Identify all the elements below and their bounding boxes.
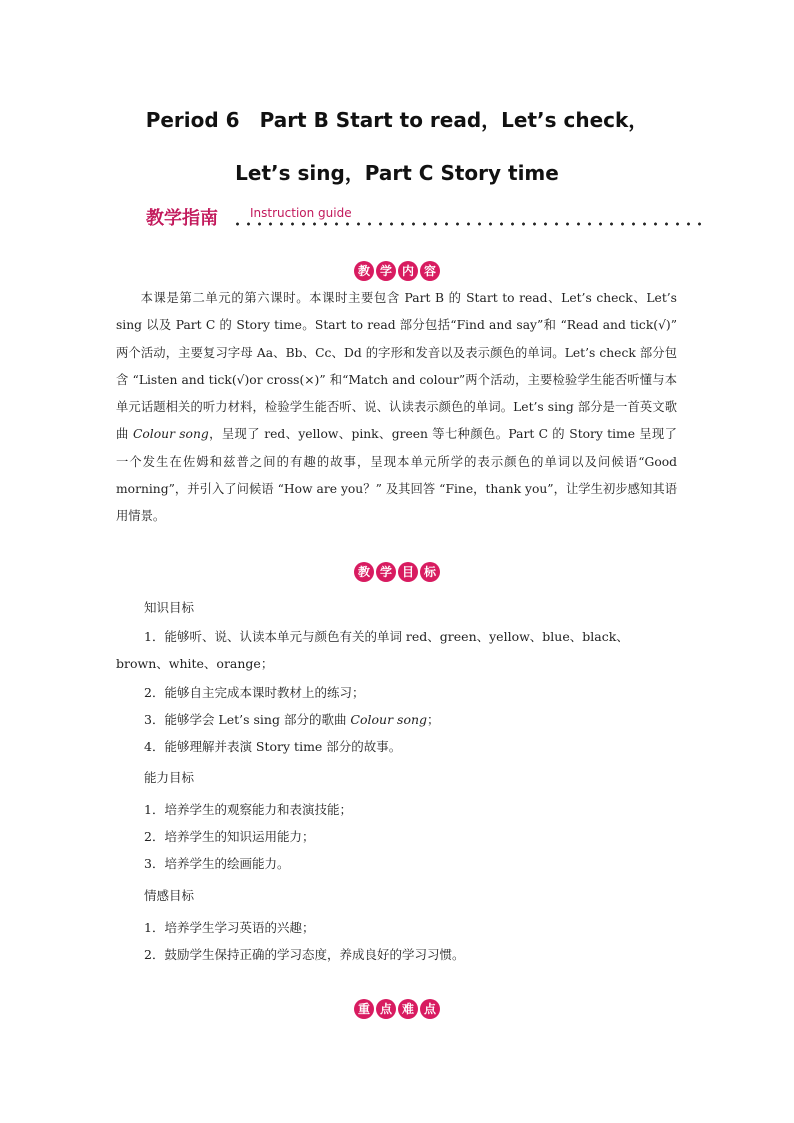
emotion-goal-2: 2．鼓励学生保持正确的学习态度，养成良好的学习习惯。	[144, 947, 465, 962]
badge-key-points	[0, 998, 794, 1019]
badge-char: 教	[354, 562, 374, 582]
content-text-1: 本课是第二单元的第六课时。本课时主要包含 Part B 的 Start to read、Let’s check、Let’s sing 以及 Part C 的 Story time。Start to read 部分包括“Find and say”和 “Read and tick(√)” 两个活动，主要复习字母 Aa、Bb、Cc、Dd 的字形和发音以及表示颜色的单词。Let’s check 部分包含 “Listen and tick(√)or cross(×)” 和“Match and colour”两个活动，主要检验学生能否听懂与本单元话题相关的听力材料，检验学生能否听、说、认读表示颜色的单词。Let’s sing 部分是一首英文歌曲	[116, 291, 677, 442]
content-paragraph	[116, 285, 677, 531]
badge-char: 标	[420, 562, 440, 582]
badge-char: 学	[376, 562, 396, 582]
badge-char: 难	[398, 999, 418, 1019]
badge-char: 容	[420, 261, 440, 281]
instruction-guide-header	[146, 204, 711, 230]
ability-goal-2: 2．培养学生的知识运用能力；	[144, 829, 315, 844]
badge-char: 目	[398, 562, 418, 582]
knowledge-goal-4: 4．能够理解并表演 Story time 部分的故事。	[144, 739, 402, 754]
dotted-leader	[232, 221, 708, 227]
document-title-line-1: Period 6 Part B Start to read，Let’s check，	[145, 108, 649, 132]
ability-goal-3: 3．培养学生的绘画能力。	[144, 856, 290, 871]
badge-char: 学	[376, 261, 396, 281]
knowledge-goal-3-text: 3．能够学会 Let’s sing 部分的歌曲	[144, 712, 351, 727]
knowledge-goal-3-end: ；	[427, 712, 440, 727]
content-text-2: ，呈现了 red、yellow、pink、green 等七种颜色。Part C 的 Story time 呈现了一个发生在佐姆和兹普之间的有趣的故事，呈现本单元所学的表示颜色的单词以及问候语“Good morning”，并引入了问候语 “How are you？” 及其回答 “Fine，thank you”，让学生初步感知其语用情景。	[116, 427, 677, 524]
badge-char: 点	[376, 999, 396, 1019]
document-title-line-2: Let’s sing，Part C Story time	[235, 161, 559, 185]
emotion-goal-1: 1．培养学生学习英语的兴趣；	[144, 920, 315, 935]
badge-char: 点	[420, 999, 440, 1019]
badge-char: 教	[354, 261, 374, 281]
knowledge-goal-1: 1．能够听、说、认读本单元与颜色有关的单词 red、green、yellow、blue、black、brown、white、orange；	[116, 629, 629, 671]
song-title: Colour song	[350, 712, 428, 727]
badge-char: 内	[398, 261, 418, 281]
badge-teaching-goals	[0, 561, 794, 582]
knowledge-goal-2: 2．能够自主完成本课时教材上的练习；	[144, 685, 365, 700]
guide-label-cn: 教学指南	[146, 208, 218, 229]
song-title: Colour song	[133, 427, 209, 442]
badge-teaching-content	[0, 260, 794, 281]
guide-label-en: Instruction guide	[250, 206, 352, 220]
emotion-goals-heading: 情感目标	[144, 888, 195, 903]
knowledge-goals-heading: 知识目标	[144, 600, 195, 615]
ability-goal-1: 1．培养学生的观察能力和表演技能；	[144, 802, 352, 817]
badge-char: 重	[354, 999, 374, 1019]
knowledge-goal-3	[144, 710, 440, 728]
ability-goals-heading: 能力目标	[144, 770, 195, 785]
